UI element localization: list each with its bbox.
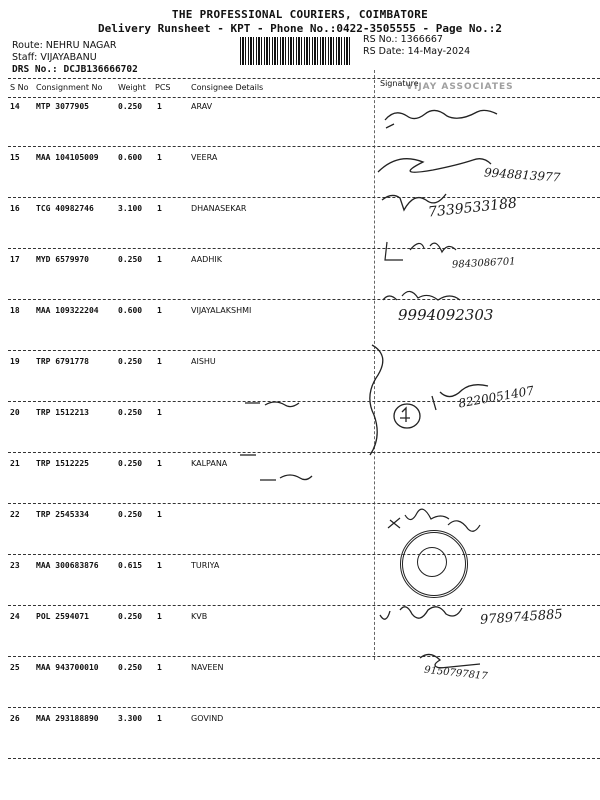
- bank-stamp: [400, 530, 468, 598]
- row-pieces: 1: [157, 153, 162, 162]
- runsheet-subtitle: Delivery Runsheet - KPT - Phone No.:0422-3505555 - Page No.:2: [98, 22, 502, 35]
- barcode: [240, 37, 352, 65]
- phone-row20: 8220051407: [457, 383, 535, 411]
- top-stamp: [376, 82, 586, 130]
- row-serial-number: 24: [10, 612, 20, 621]
- row-serial-number: 21: [10, 459, 20, 468]
- phone-row15: 9948813977: [483, 165, 561, 185]
- row-serial-number: 26: [10, 714, 20, 723]
- row-pieces: 1: [157, 561, 162, 570]
- row-weight: 0.250: [118, 510, 143, 519]
- row-weight: 0.600: [118, 153, 143, 162]
- row-weight: 0.250: [118, 663, 143, 672]
- row-weight: 3.100: [118, 204, 143, 213]
- phone-row26: 9150797817: [423, 664, 489, 683]
- header-consignee: Consignee Details: [191, 83, 264, 92]
- row-consignment-number: MAA 104105009: [36, 153, 99, 162]
- row-consignee-name: KALPANA: [191, 459, 228, 468]
- row-serial-number: 17: [10, 255, 20, 264]
- row-consignment-number: TRP 1512225: [36, 459, 89, 468]
- row-pieces: 1: [157, 102, 162, 111]
- row-consignment-number: POL 2594071: [36, 612, 89, 621]
- top-stamp-name: VIJAY ASSOCIATES: [406, 82, 514, 92]
- row-pieces: 1: [157, 663, 162, 672]
- row-consignment-number: TRP 1512213: [36, 408, 89, 417]
- row-consignee-name: DHANASEKAR: [191, 204, 247, 213]
- row-consignee-name: KVB: [191, 612, 208, 621]
- row-serial-number: 16: [10, 204, 20, 213]
- staff-text: Staff: VIJAYABANU: [12, 52, 97, 63]
- row-pieces: 1: [157, 357, 162, 366]
- header-pcs: PCS: [155, 83, 171, 92]
- row-consignment-number: MAA 300683876: [36, 561, 99, 570]
- row-consignment-number: TCG 40982746: [36, 204, 94, 213]
- rs-number: RS No.: 1366667: [363, 34, 443, 45]
- rs-date: RS Date: 14-May-2024: [363, 46, 471, 57]
- row-consignment-number: MAA 109322204: [36, 306, 99, 315]
- phone-row17: 9843086701: [451, 256, 516, 271]
- table-row: [8, 453, 600, 504]
- header-weight: Weight: [118, 83, 146, 92]
- row-consignee-name: NAVEEN: [191, 663, 224, 672]
- row-consignee-name: VIJAYALAKSHMI: [191, 306, 252, 315]
- row-serial-number: 20: [10, 408, 20, 417]
- row-consignment-number: TRP 2545334: [36, 510, 89, 519]
- row-pieces: 1: [157, 510, 162, 519]
- phone-row25: 9789745885: [479, 607, 564, 628]
- table-row: [8, 300, 600, 351]
- header-signature: Signature: [380, 79, 419, 88]
- row-weight: 3.300: [118, 714, 143, 723]
- row-consignment-number: MAA 943700010: [36, 663, 99, 672]
- bank-stamp-inner: [417, 547, 447, 577]
- route-text: Route: NEHRU NAGAR: [12, 40, 117, 51]
- row-weight: 0.250: [118, 357, 143, 366]
- row-serial-number: 23: [10, 561, 20, 570]
- row-pieces: 1: [157, 204, 162, 213]
- runsheet-title: THE PROFESSIONAL COURIERS, COIMBATORE: [171, 8, 429, 21]
- row-serial-number: 14: [10, 102, 20, 111]
- header-consignment: Consignment No: [36, 83, 103, 92]
- row-pieces: 1: [157, 612, 162, 621]
- phone-row18: 9994092303: [398, 306, 494, 324]
- table-row: [8, 657, 600, 708]
- row-consignee-name: TURIYA: [191, 561, 220, 570]
- row-weight: 0.250: [118, 255, 143, 264]
- row-consignment-number: MAA 293188890: [36, 714, 99, 723]
- drs-number: DRS No.: DCJB136666702: [12, 64, 138, 75]
- row-serial-number: 25: [10, 663, 20, 672]
- phone-row16: 7339533188: [427, 195, 518, 221]
- row-consignee-name: AADHIK: [191, 255, 222, 264]
- row-consignment-number: MYD 6579970: [36, 255, 89, 264]
- row-consignment-number: TRP 6791778: [36, 357, 89, 366]
- row-consignee-name: GOVIND: [191, 714, 224, 723]
- table-row: [8, 708, 600, 759]
- table-row: [8, 504, 600, 555]
- row-pieces: 1: [157, 459, 162, 468]
- row-consignee-name: AISHU: [191, 357, 216, 366]
- row-weight: 0.600: [118, 306, 143, 315]
- table-row: [8, 402, 600, 453]
- row-serial-number: 18: [10, 306, 20, 315]
- row-pieces: 1: [157, 255, 162, 264]
- row-pieces: 1: [157, 408, 162, 417]
- row-serial-number: 22: [10, 510, 20, 519]
- row-weight: 0.250: [118, 408, 143, 417]
- row-weight: 0.250: [118, 612, 143, 621]
- header-sno: S No: [10, 83, 29, 92]
- row-pieces: 1: [157, 714, 162, 723]
- row-weight: 0.615: [118, 561, 143, 570]
- table-row: [8, 555, 600, 606]
- row-weight: 0.250: [118, 459, 143, 468]
- row-serial-number: 19: [10, 357, 20, 366]
- row-weight: 0.250: [118, 102, 143, 111]
- row-consignee-name: VEERA: [191, 153, 218, 162]
- row-consignment-number: MTP 3077905: [36, 102, 89, 111]
- row-serial-number: 15: [10, 153, 20, 162]
- row-pieces: 1: [157, 306, 162, 315]
- row-consignee-name: ARAV: [191, 102, 213, 111]
